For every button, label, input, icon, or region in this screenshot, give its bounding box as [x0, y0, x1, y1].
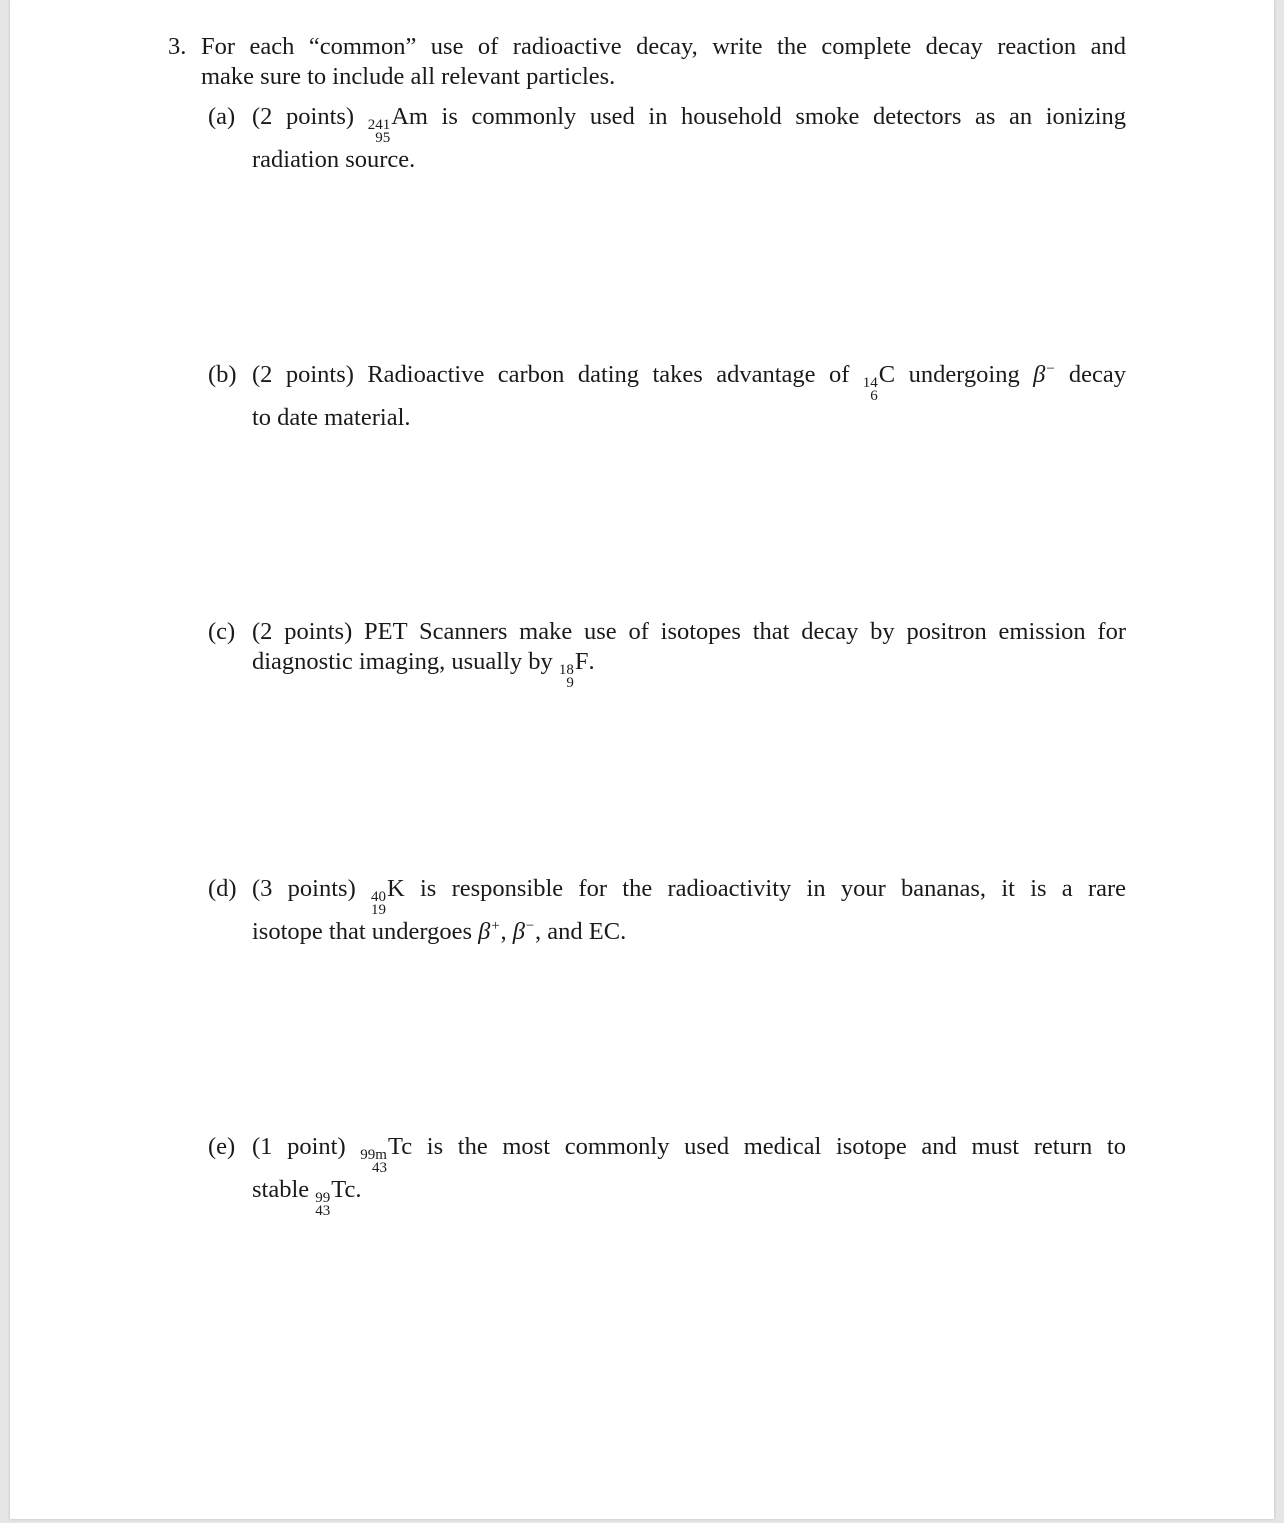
part-b-body [252, 360, 1126, 433]
part-b-line-1: (2 points) Radioactive carbon dating takes advantage of 14 6 C undergoing β− decay [252, 361, 1127, 404]
nuclide-tc-99: 99 43 Tc [315, 1176, 356, 1219]
question-number: 3. [168, 33, 187, 60]
part-e-line-1: (1 point) 99m 43 Tc is the most commonly used medical isotope and must return to [252, 1133, 1126, 1176]
part-a-body [252, 102, 1126, 175]
document-page [10, 0, 1274, 1519]
part-a-line-1: (2 points) 241 95 Am is commonly used in household smoke detectors as an ionizing [252, 103, 1127, 146]
part-e-line-2: stable 99 43 Tc. [252, 1176, 362, 1219]
part-d-line-1: (3 points) 40 19 K is responsible for the radioactivity in your bananas, it is a rare [252, 875, 1127, 918]
question-prompt [201, 32, 1126, 92]
part-c-label: (c) [208, 618, 236, 645]
beta-minus-symbol: β− [512, 918, 536, 945]
beta-minus-symbol: β− [1033, 361, 1056, 388]
part-d-body [252, 874, 1126, 947]
part-b-points: (2 points) [252, 361, 354, 388]
part-d-label: (d) [208, 875, 237, 902]
nuclide-tc-99m: 99m 43 Tc [360, 1133, 413, 1176]
part-e-label: (e) [208, 1133, 236, 1160]
nuclide-c-14: 14 6 C [862, 361, 896, 404]
part-d-line-2: isotope that undergoes β+, β−, and EC. [252, 918, 627, 945]
part-c-line-1: (2 points) PET Scanners make use of isotopes that decay by positron emission for [252, 618, 1127, 645]
nuclide-f-18: 18 9 F [558, 648, 589, 691]
part-a-line-2: radiation source. [252, 146, 416, 173]
question-line-2: make sure to include all relevant particles. [201, 63, 616, 90]
beta-plus-symbol: β+ [478, 918, 501, 945]
question-line-1: For each “common” use of radioactive decay, write the complete decay reaction and [201, 33, 1126, 60]
part-e-body [252, 1132, 1126, 1218]
part-e-points: (1 point) [252, 1133, 346, 1160]
part-c-body [252, 617, 1126, 690]
part-b-label: (b) [208, 361, 237, 388]
part-c-line-2: diagnostic imaging, usually by 18 9 F. [252, 648, 595, 691]
part-c-points: (2 points) [252, 618, 353, 645]
part-b-line-2: to date material. [252, 404, 411, 431]
part-a-points: (2 points) [252, 103, 355, 130]
nuclide-am-241: 241 95 Am [367, 103, 428, 146]
part-a-label: (a) [208, 103, 236, 130]
nuclide-k-40: 40 19 K [371, 875, 405, 918]
part-d-points: (3 points) [252, 875, 356, 902]
